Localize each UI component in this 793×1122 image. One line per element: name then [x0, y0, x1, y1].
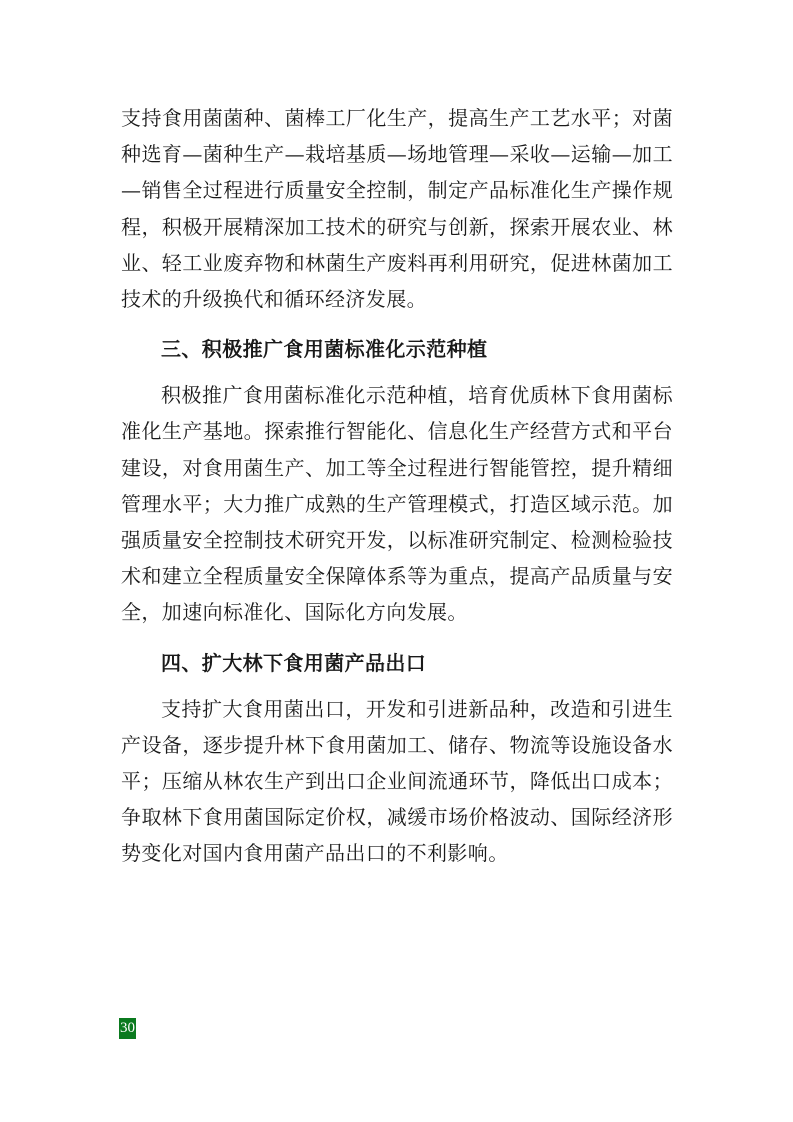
paragraph-standardized-planting: 积极推广食用菌标准化示范种植，培育优质林下食用菌标准化生产基地。探索推行智能化、信息化生产经营方式和平台建设，对食用菌生产、加工等全过程进行智能管控，提升精细管理水平；大力推广成熟的生产管理模式，打造区域示范。加强质量安全控制技术研究开发，以标准研究制定、检测检验技术和建立全程质量安全保障体系等为重点，提高产品质量与安全，加速向标准化、国际化方向发展。	[121, 383, 673, 625]
paragraph-export-expansion: 支持扩大食用菌出口，开发和引进新品种，改造和引进生产设备，逐步提升林下食用菌加工、储存、物流等设施设备水平；压缩从林农生产到出口企业间流通环节，降低出口成本；争取林下食用菌国际定价权，减缓市场价格波动、国际经济形势变化对国内食用菌产品出口的不利影响。	[121, 696, 673, 866]
section-heading-three: 三、积极推广食用菌标准化示范种植	[161, 337, 488, 362]
document-body	[121, 100, 673, 872]
paragraph-processing-technology: 支持食用菌菌种、菌棒工厂化生产，提高生产工艺水平；对菌种选育—菌种生产—栽培基质—场地管理—采收—运输—加工—销售全过程进行质量安全控制，制定产品标准化生产操作规程，积极开展精深加工技术的研究与创新，探索开展农业、林业、轻工业废弃物和林菌生产废料再利用研究，促进林菌加工技术的升级换代和循环经济发展。	[121, 106, 673, 312]
page-number-badge: 30	[119, 1018, 136, 1039]
section-heading-four: 四、扩大林下食用菌产品出口	[161, 650, 427, 675]
